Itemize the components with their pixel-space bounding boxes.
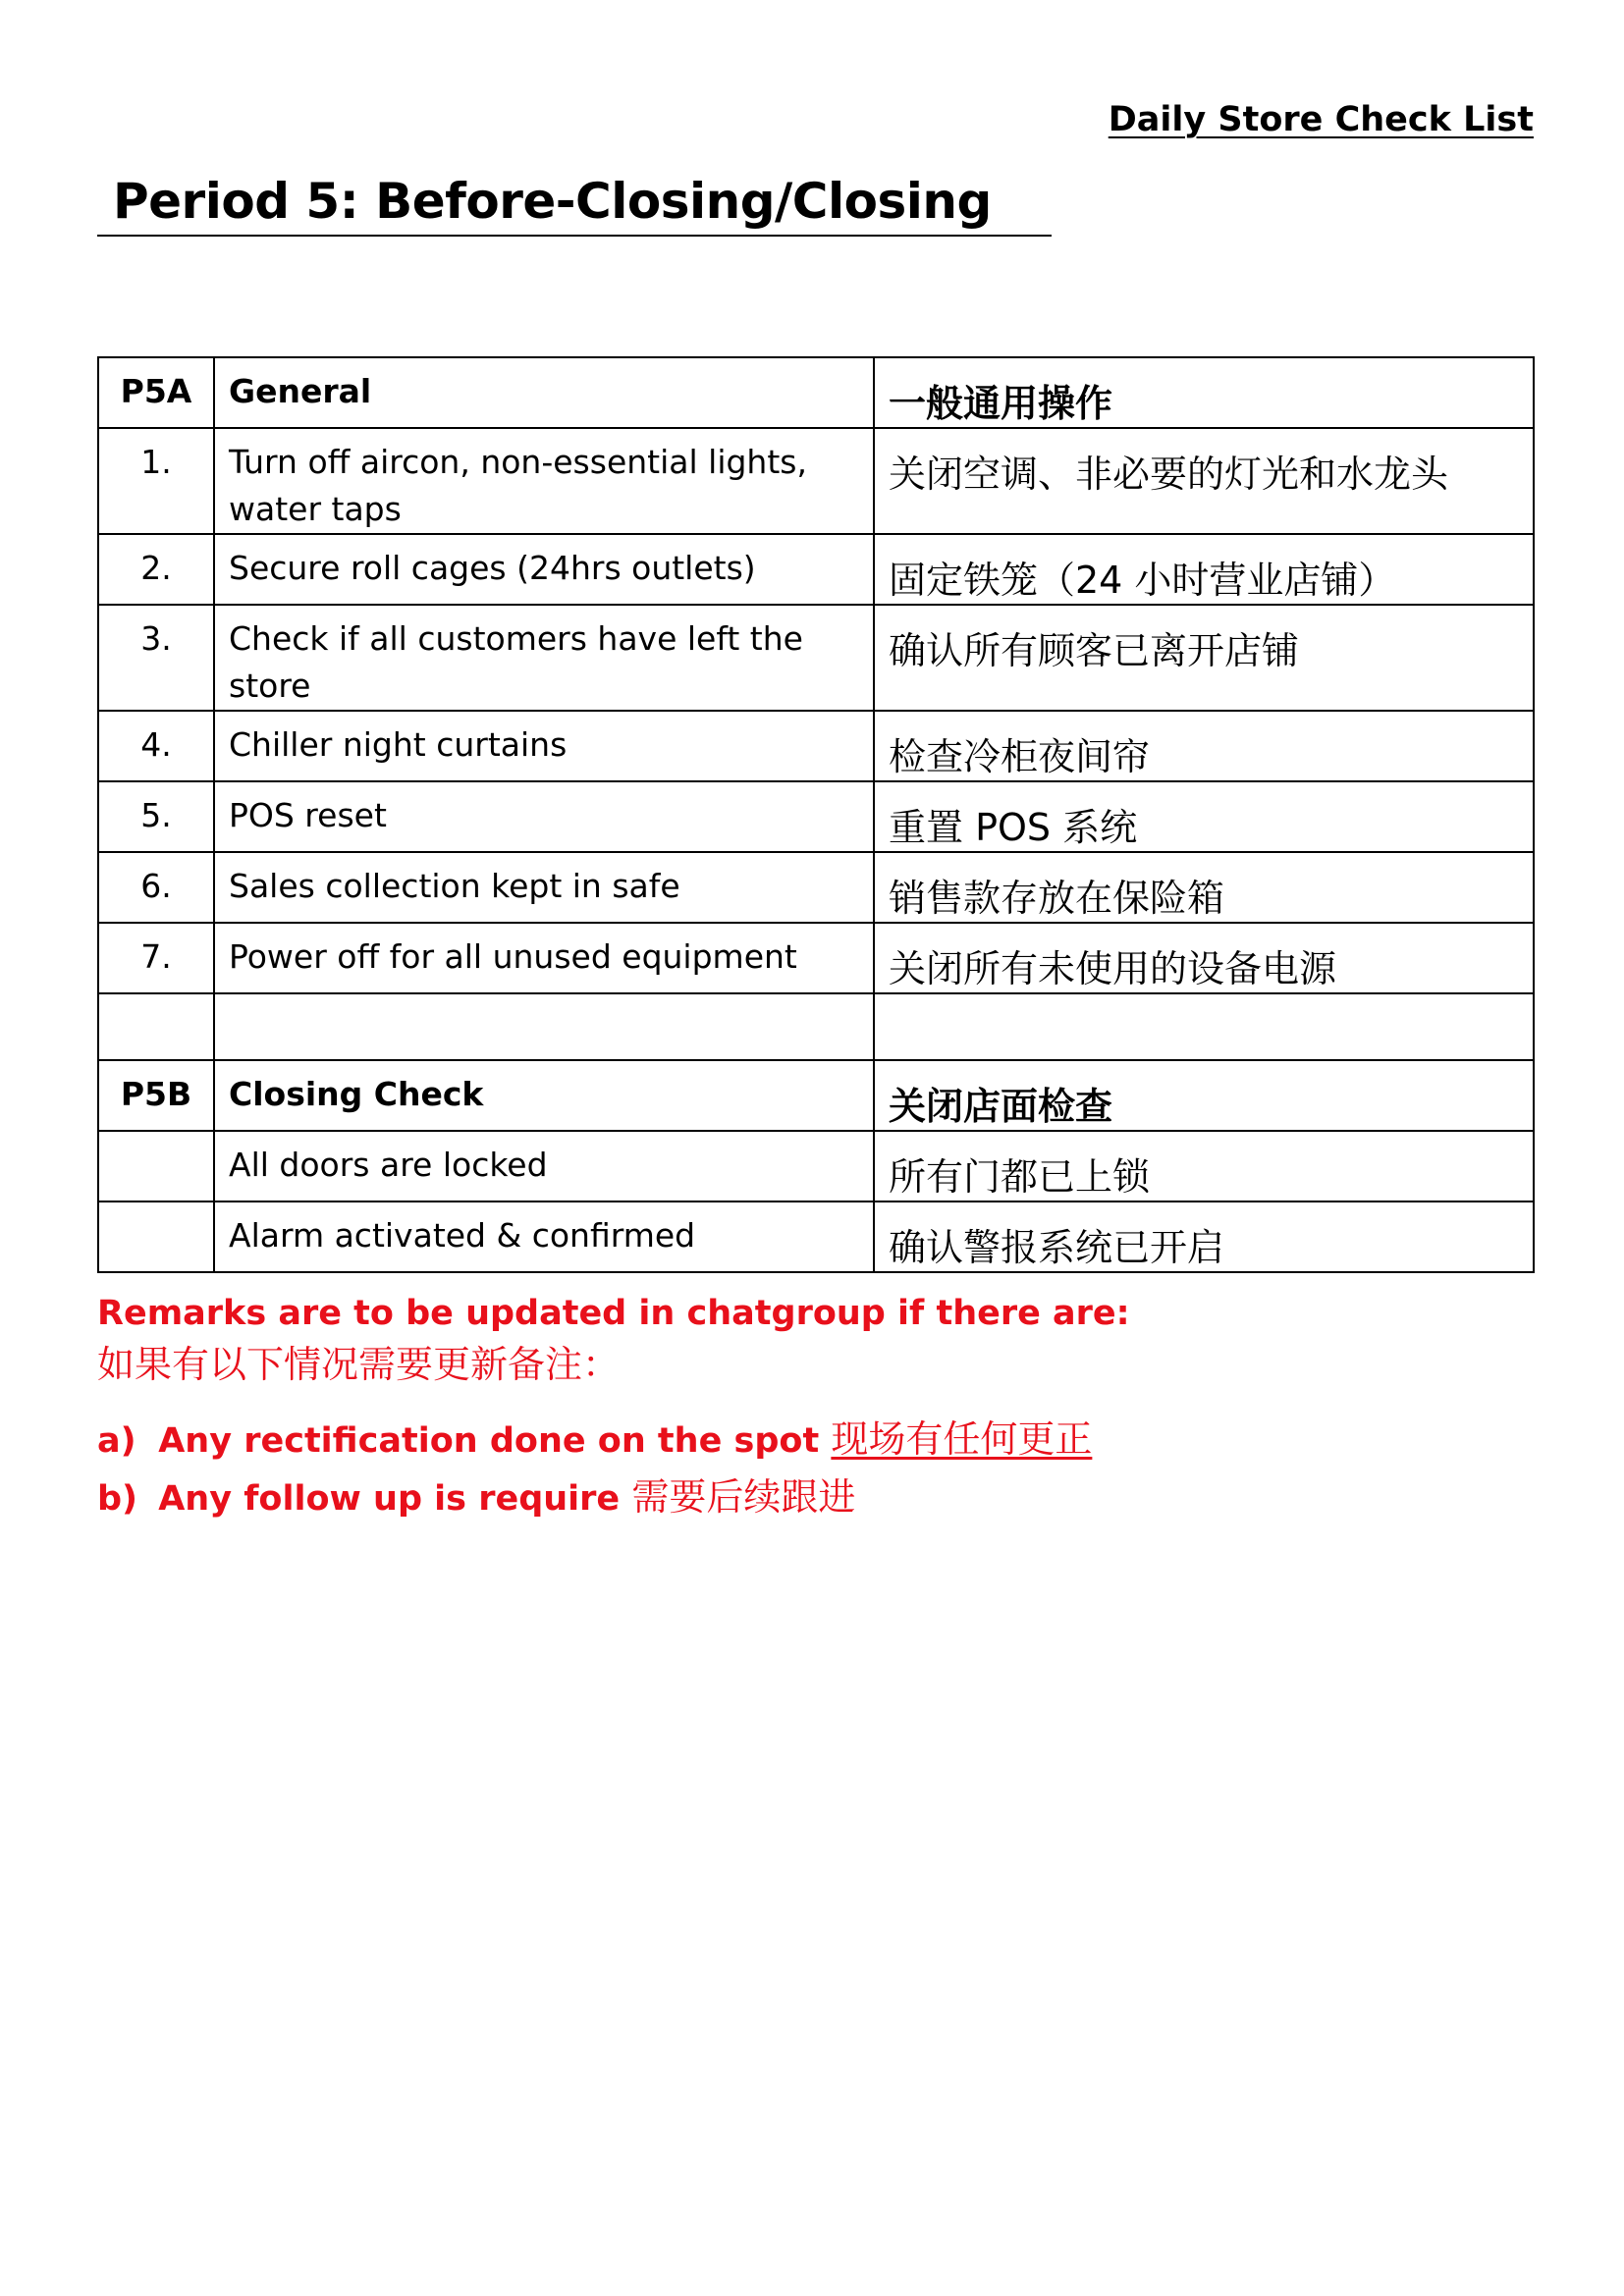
section-code: P5A bbox=[98, 357, 214, 428]
table-row bbox=[98, 923, 1534, 993]
remarks-item-en: Any follow up is require bbox=[158, 1479, 621, 1519]
document-title: Daily Store Check List bbox=[1108, 100, 1534, 139]
row-number: 2. bbox=[98, 534, 214, 605]
row-number: 1. bbox=[98, 428, 214, 534]
table-row-empty bbox=[98, 993, 1534, 1060]
row-number: 6. bbox=[98, 852, 214, 923]
task-zh: 重置 POS 系统 bbox=[874, 781, 1534, 852]
task-zh: 所有门都已上锁 bbox=[874, 1131, 1534, 1201]
table-row bbox=[98, 1131, 1534, 1201]
remarks-item-a bbox=[97, 1412, 1130, 1469]
remarks-item-en: Any rectification done on the spot bbox=[158, 1421, 820, 1461]
row-number: 5. bbox=[98, 781, 214, 852]
list-marker: a) bbox=[97, 1421, 136, 1461]
section-title-zh: 关闭店面检查 bbox=[874, 1060, 1534, 1131]
row-number bbox=[98, 1131, 214, 1201]
row-number bbox=[98, 993, 214, 1060]
task-en: Alarm activated & confirmed bbox=[214, 1201, 874, 1272]
remarks-item-zh: 需要后续跟进 bbox=[631, 1475, 856, 1519]
remarks-intro-en: Remarks are to be updated in chatgroup if there are: bbox=[97, 1294, 1130, 1333]
remarks-intro-zh: 如果有以下情况需要更新备注： bbox=[97, 1343, 621, 1386]
task-en: Check if all customers have left the store bbox=[214, 605, 874, 711]
section-title-zh: 一般通用操作 bbox=[874, 357, 1534, 428]
row-number: 3. bbox=[98, 605, 214, 711]
task-zh: 关闭所有未使用的设备电源 bbox=[874, 923, 1534, 993]
period-title: Period 5: Before-Closing/Closing bbox=[113, 173, 992, 230]
table-row bbox=[98, 428, 1534, 534]
period-title-rule bbox=[97, 235, 1052, 237]
remarks-item-zh: 现场有任何更正 bbox=[831, 1417, 1093, 1461]
remarks-block bbox=[97, 1288, 1130, 1527]
table-row bbox=[98, 605, 1534, 711]
checklist-table bbox=[97, 356, 1535, 1273]
table-row bbox=[98, 534, 1534, 605]
row-number: 4. bbox=[98, 711, 214, 781]
task-en: Power off for all unused equipment bbox=[214, 923, 874, 993]
task-en: Chiller night curtains bbox=[214, 711, 874, 781]
task-en: Secure roll cages (24hrs outlets) bbox=[214, 534, 874, 605]
table-row bbox=[98, 711, 1534, 781]
task-zh bbox=[874, 993, 1534, 1060]
row-number bbox=[98, 1201, 214, 1272]
task-en: All doors are locked bbox=[214, 1131, 874, 1201]
task-zh: 确认所有顾客已离开店铺 bbox=[874, 605, 1534, 711]
task-en: POS reset bbox=[214, 781, 874, 852]
table-row bbox=[98, 781, 1534, 852]
section-title-en: General bbox=[214, 357, 874, 428]
remarks-item-b bbox=[97, 1469, 1130, 1527]
table-row-section-p5a bbox=[98, 357, 1534, 428]
task-zh: 确认警报系统已开启 bbox=[874, 1201, 1534, 1272]
list-marker: b) bbox=[97, 1479, 138, 1519]
task-en bbox=[214, 993, 874, 1060]
table-row bbox=[98, 852, 1534, 923]
section-code: P5B bbox=[98, 1060, 214, 1131]
task-en: Turn off aircon, non-essential lights, water taps bbox=[214, 428, 874, 534]
task-zh: 固定铁笼（24 小时营业店铺） bbox=[874, 534, 1534, 605]
section-title-en: Closing Check bbox=[214, 1060, 874, 1131]
task-zh: 检查冷柜夜间帘 bbox=[874, 711, 1534, 781]
task-zh: 销售款存放在保险箱 bbox=[874, 852, 1534, 923]
table-row-section-p5b bbox=[98, 1060, 1534, 1131]
task-en: Sales collection kept in safe bbox=[214, 852, 874, 923]
remarks-list bbox=[97, 1412, 1130, 1527]
table-row bbox=[98, 1201, 1534, 1272]
task-zh: 关闭空调、非必要的灯光和水龙头 bbox=[874, 428, 1534, 534]
row-number: 7. bbox=[98, 923, 214, 993]
